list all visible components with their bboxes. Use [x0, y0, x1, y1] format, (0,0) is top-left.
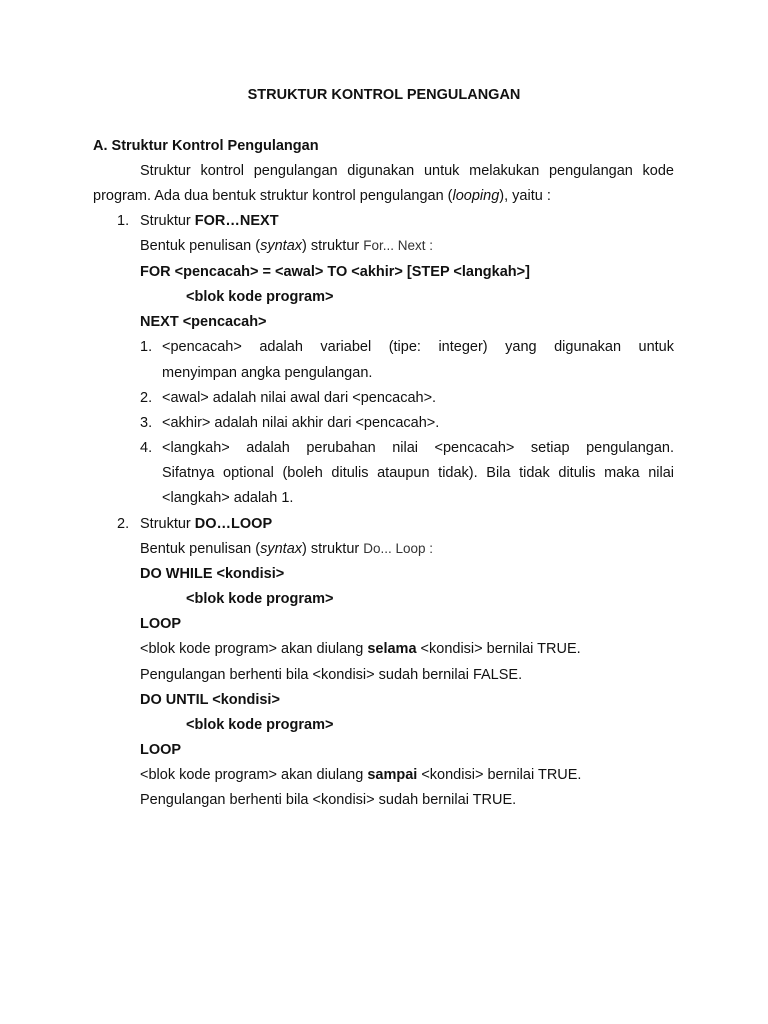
- sub-item-1-line-2: menyimpan angka pengulangan.: [162, 365, 373, 381]
- item-2-label-pre: Struktur: [140, 516, 195, 532]
- item-1-syntax-pre: Bentuk penulisan (: [140, 238, 261, 254]
- item-2-syntax-pre: Bentuk penulisan (: [140, 541, 261, 557]
- do-until-line-3: LOOP: [140, 742, 182, 758]
- for-code-line-2: <blok kode program>: [186, 289, 334, 305]
- item-1-syntax-name: For... Next :: [363, 238, 434, 253]
- do-while-desc-post: <kondisi> bernilai TRUE.: [416, 641, 581, 657]
- item-1-label: [140, 212, 279, 230]
- item-1-syntax-mid: ) struktur: [302, 238, 364, 254]
- do-while-stop: Pengulangan berhenti bila <kondisi> sudah bernilai FALSE.: [140, 667, 523, 683]
- do-until-desc-bold: sampai: [367, 767, 418, 783]
- item-2-syntax-mid: ) struktur: [302, 541, 364, 557]
- item-2-syntax-term: syntax: [260, 541, 303, 557]
- intro-line-2-post: ), yaitu :: [499, 188, 551, 204]
- item-2-label-bold: DO…LOOP: [194, 516, 273, 532]
- intro-looping-term: looping: [452, 188, 500, 204]
- do-while-desc-bold: selama: [367, 641, 417, 657]
- sub-item-4-line-1: <langkah> adalah perubahan nilai <pencacah> setiap pengulangan.: [162, 440, 674, 456]
- item-1-syntax-term: syntax: [260, 238, 303, 254]
- item-1-label-pre: Struktur: [140, 213, 195, 229]
- do-while-line-1: DO WHILE <kondisi>: [140, 566, 285, 582]
- do-until-desc-pre: <blok kode program> akan diulang: [140, 767, 368, 783]
- item-2-syntax-line: [140, 540, 433, 558]
- do-until-description: [140, 766, 581, 784]
- item-1-label-bold: FOR…NEXT: [194, 213, 279, 229]
- intro-line-2-pre: program. Ada dua bentuk struktur kontrol pengulangan (: [93, 188, 453, 204]
- for-code-line-1: FOR <pencacah> = <awal> TO <akhir> [STEP <langkah>]: [140, 264, 530, 280]
- sub-item-1-number: 1.: [140, 339, 153, 355]
- sub-item-2-number: 2.: [140, 390, 153, 406]
- do-until-line-1: DO UNTIL <kondisi>: [140, 692, 280, 708]
- do-until-desc-post: <kondisi> bernilai TRUE.: [417, 767, 582, 783]
- sub-item-4-line-2: Sifatnya optional (boleh ditulis ataupun tidak). Bila tidak ditulis maka nilai: [162, 465, 674, 481]
- item-1-number: 1.: [117, 213, 130, 229]
- do-until-line-2: <blok kode program>: [186, 717, 334, 733]
- item-2-number: 2.: [117, 516, 130, 532]
- for-code-line-3: NEXT <pencacah>: [140, 314, 267, 330]
- do-until-stop: Pengulangan berhenti bila <kondisi> sudah bernilai TRUE.: [140, 792, 517, 808]
- sub-item-1-line-1: <pencacah> adalah variabel (tipe: integer) yang digunakan untuk: [162, 339, 674, 355]
- item-2-label: [140, 515, 272, 533]
- page-title: STRUKTUR KONTROL PENGULANGAN: [247, 87, 521, 103]
- intro-line-2: [93, 187, 551, 205]
- do-while-desc-pre: <blok kode program> akan diulang: [140, 641, 368, 657]
- item-2-syntax-name: Do... Loop :: [363, 541, 434, 556]
- section-heading: A. Struktur Kontrol Pengulangan: [93, 138, 319, 154]
- do-while-description: [140, 640, 581, 658]
- sub-item-4-number: 4.: [140, 440, 153, 456]
- item-1-syntax-line: [140, 237, 433, 255]
- do-while-line-2: <blok kode program>: [186, 591, 334, 607]
- sub-item-4-line-3: <langkah> adalah 1.: [162, 490, 294, 506]
- intro-line-1: Struktur kontrol pengulangan digunakan untuk melakukan pengulangan kode: [140, 163, 674, 179]
- sub-item-3-line-1: <akhir> adalah nilai akhir dari <pencacah>.: [162, 415, 440, 431]
- sub-item-2-line-1: <awal> adalah nilai awal dari <pencacah>.: [162, 390, 437, 406]
- do-while-line-3: LOOP: [140, 616, 182, 632]
- sub-item-3-number: 3.: [140, 415, 153, 431]
